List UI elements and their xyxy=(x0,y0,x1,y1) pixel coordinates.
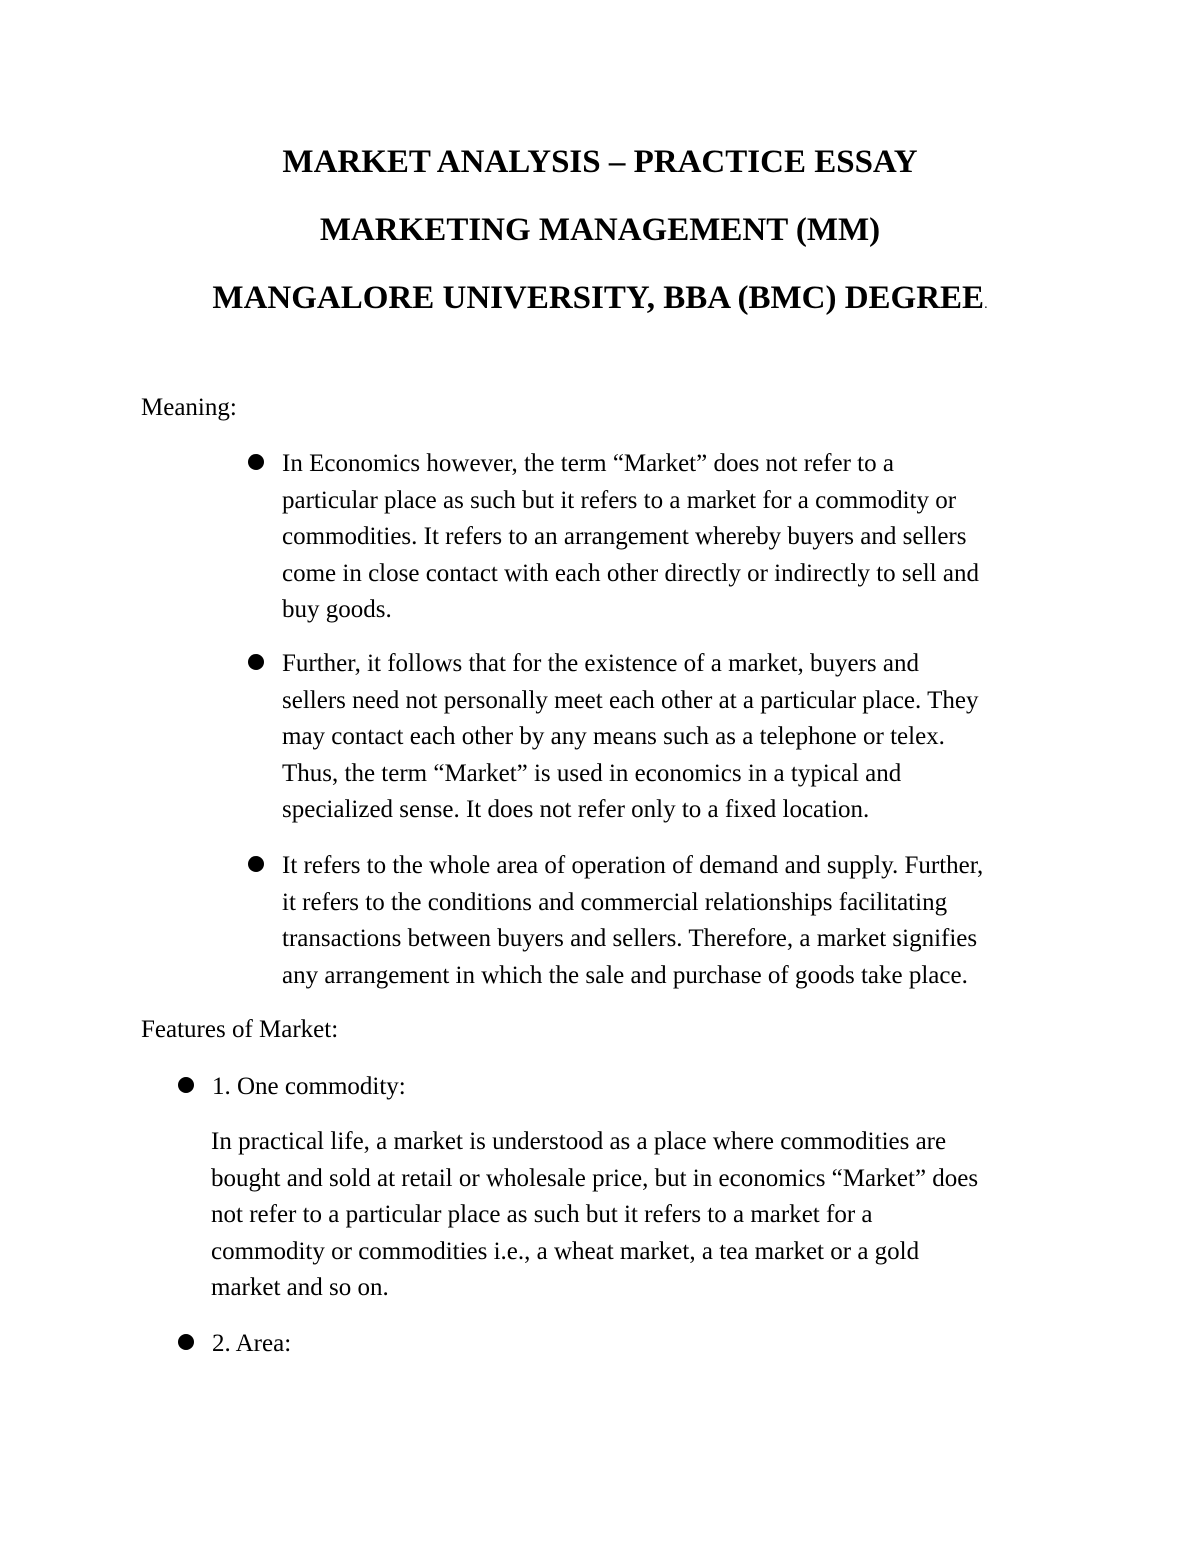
bullet-icon xyxy=(248,654,264,670)
feature-label: 2. Area: xyxy=(212,1330,292,1357)
document-subtitle-university xyxy=(0,278,1200,325)
bullet-icon xyxy=(178,1334,194,1350)
meaning-point-text: Further, it follows that for the existence of a market, buyers and sellers need not personally meet each other at a particular place. They may contact each other by any means such as a telephone or telex. Thus, the term “Market” is used in economics in a typical and specialized sense. It does not refer only to a fixed location. xyxy=(282,650,979,823)
document-title: MARKET ANALYSIS – PRACTICE ESSAY xyxy=(282,144,918,180)
bullet-icon xyxy=(248,454,264,470)
bullet-icon xyxy=(178,1077,194,1093)
meaning-point-text: In Economics however, the term “Market” does not refer to a particular place as such but it refers to a market for a commodity or commodities. It refers to an arrangement whereby buyers and sellers come in close contact with each other directly or indirectly to sell and buy goods. xyxy=(282,450,979,623)
document-subtitle-course: MARKETING MANAGEMENT (MM) xyxy=(319,212,881,248)
university-degree-text: MANGALORE UNIVERSITY, BBA (BMC) DEGREE xyxy=(212,280,985,316)
bullet-icon xyxy=(248,856,264,872)
feature-label: 1. One commodity: xyxy=(212,1073,406,1100)
meaning-heading: Meaning: xyxy=(141,394,237,421)
feature-description: In practical life, a market is understood as a place where commodities are bought and sold at retail or wholesale price, but in economics “Market” does not refer to a particular place as such but it refers to a market for a commodity or commodities i.e., a wheat market, a tea market or a gold market and so on. xyxy=(211,1128,979,1301)
features-heading: Features of Market: xyxy=(141,1016,339,1043)
meaning-point-text: It refers to the whole area of operation of demand and supply. Further, it refers to the conditions and commercial relationships facilitating transactions between buyers and sellers. Therefore, a market signifies any arrangement in which the sale and purchase of goods take place. xyxy=(282,852,984,989)
title-trailing-mark: . xyxy=(984,297,988,312)
